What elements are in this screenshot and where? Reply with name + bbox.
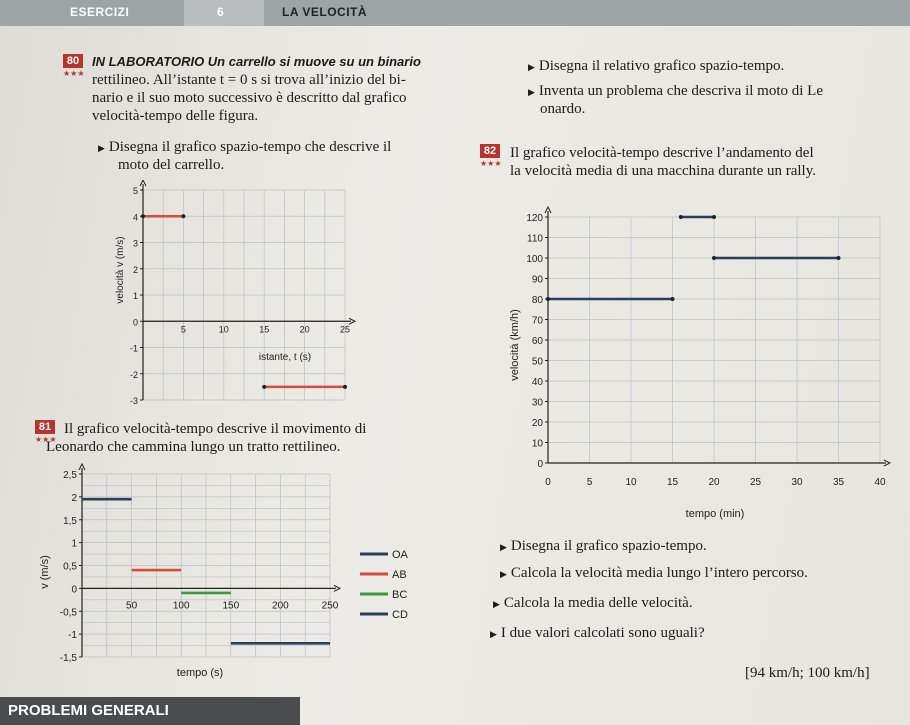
y-tick-label: 3 <box>132 238 138 249</box>
x-tick-label: 10 <box>625 477 637 488</box>
y-tick-label: 30 <box>531 397 543 409</box>
footer-bar <box>0 697 300 725</box>
chart-velocity-time-81 <box>30 462 450 692</box>
x-tick-label: 200 <box>272 600 289 612</box>
segment-start-point <box>546 297 550 301</box>
x-tick-label: 5 <box>180 324 186 335</box>
y-tick-label: 100 <box>526 254 543 265</box>
y-tick-label: 4 <box>132 212 138 223</box>
chart-velocity-time-80 <box>95 180 370 410</box>
ex80-task-2: moto del carrello. <box>118 157 225 173</box>
x-tick-label: 10 <box>218 324 229 335</box>
arrow-icon: ▶ <box>490 630 497 640</box>
x-tick-label: 15 <box>666 477 679 488</box>
arrow-icon: ▶ <box>500 570 507 580</box>
x-tick-label: 15 <box>259 324 270 335</box>
x-tick-label: 25 <box>339 324 351 335</box>
ex80-task-1: ▶ Disegna il grafico spazio-tempo che descrive il <box>98 139 392 155</box>
legend-label-bc: BC <box>392 589 408 601</box>
exercise-number-81: 81 <box>35 420 55 434</box>
segment-end-point <box>671 297 675 301</box>
ex81-task-1: ▶ Disegna il relativo grafico spazio-tempo. <box>528 58 785 74</box>
ex82-line-2: la velocità media di una macchina durante un rally. <box>510 163 816 179</box>
segment-start-point <box>141 214 145 218</box>
y-tick-label: 60 <box>531 336 543 347</box>
ex82-answer: [94 km/h; 100 km/h] <box>745 665 870 681</box>
y-tick-label: 40 <box>531 377 543 388</box>
y-tick-label: 20 <box>531 418 543 429</box>
y-tick-label: 1 <box>132 291 138 301</box>
legend-label-ab: AB <box>392 569 407 581</box>
y-tick-label: 2 <box>71 492 77 504</box>
y-tick-label: 90 <box>531 274 543 286</box>
segment-end-point <box>181 214 185 218</box>
x-axis-label: tempo (s) <box>176 667 224 679</box>
difficulty-stars-81: ★★★ <box>35 435 57 444</box>
y-axis-label: velocità v (m/s) <box>115 236 126 304</box>
x-tick-label: 0 <box>545 477 551 488</box>
ex81-line-1: Il grafico velocità-tempo descrive il movimento di <box>64 421 367 437</box>
arrow-icon: ▶ <box>500 543 507 553</box>
x-axis-label: tempo (min) <box>685 508 745 520</box>
y-tick-label: 120 <box>526 213 543 224</box>
y-tick-label: -1,5 <box>59 653 77 664</box>
chart-velocity-time-82 <box>500 195 900 525</box>
y-tick-label: -0,5 <box>59 607 77 619</box>
y-tick-label: 80 <box>531 295 543 306</box>
y-tick-label: 110 <box>527 233 543 245</box>
difficulty-stars-82: ★★★ <box>480 159 502 168</box>
x-tick-label: 150 <box>222 600 240 612</box>
x-tick-label: 250 <box>321 600 339 612</box>
segment-end-point <box>837 256 841 260</box>
y-tick-label: 0 <box>537 459 543 470</box>
x-tick-label: 40 <box>874 477 886 488</box>
y-tick-label: 0,5 <box>63 561 77 573</box>
arrow-icon: ▶ <box>528 63 535 73</box>
segment-start-point <box>679 215 683 219</box>
header-bar <box>0 0 910 26</box>
segment-end-point <box>712 215 716 219</box>
y-tick-label: 2,5 <box>63 470 77 481</box>
x-tick-label: 35 <box>832 477 845 488</box>
x-tick-label: 50 <box>126 600 138 612</box>
x-tick-label: 30 <box>791 477 803 488</box>
y-tick-label: -3 <box>129 396 138 406</box>
y-axis-label: v (m/s) <box>39 555 51 589</box>
arrow-icon: ▶ <box>493 600 500 610</box>
y-tick-label: 70 <box>531 315 543 327</box>
page-number: 6 <box>217 5 225 19</box>
ex80-line-4: velocità-tempo delle figura. <box>92 108 259 124</box>
legend-label-oa: OA <box>392 549 408 561</box>
difficulty-stars-80: ★★★ <box>63 69 85 78</box>
arrow-icon: ▶ <box>98 144 105 154</box>
segment-start-point <box>262 385 266 389</box>
y-tick-label: 1 <box>71 538 77 550</box>
ex81-task-2: ▶ Inventa un problema che descriva il moto di Le <box>528 83 823 99</box>
ex82-task-2: ▶ Calcola la velocità media lungo l’intero percorso. <box>500 565 808 581</box>
legend-label-cd: CD <box>392 609 408 621</box>
x-tick-label: 25 <box>749 477 762 488</box>
segment-start-point <box>712 256 716 260</box>
y-tick-label: -1 <box>129 343 138 354</box>
ex81-line-2: Leonardo che cammina lungo un tratto rettilineo. <box>46 439 341 455</box>
y-tick-label: 5 <box>132 186 138 196</box>
x-axis-label: istante, t (s) <box>258 352 312 363</box>
x-tick-label: 20 <box>708 477 720 488</box>
section-label: ESERCIZI <box>70 5 130 19</box>
ex82-task-1: ▶ Disegna il grafico spazio-tempo. <box>500 538 707 554</box>
y-tick-label: 10 <box>531 438 543 450</box>
x-tick-label: 100 <box>172 600 190 612</box>
y-tick-label: -2 <box>129 369 138 380</box>
y-tick-label: 0 <box>71 584 77 596</box>
arrow-icon: ▶ <box>528 88 535 98</box>
y-axis-label: velocità (km/h) <box>509 309 521 381</box>
exercise-number-80: 80 <box>63 54 83 68</box>
ex80-line-1: IN LABORATORIO Un carrello si muove su un binario <box>92 54 421 69</box>
ex82-task-3: ▶ Calcola la media delle velocità. <box>493 595 693 611</box>
y-tick-label: 50 <box>531 356 543 368</box>
y-tick-label: 0 <box>132 317 138 328</box>
ex80-line-2: rettilineo. All’istante t = 0 s si trova all’inizio del bi- <box>92 72 406 88</box>
chapter-title: LA VELOCITÀ <box>282 5 368 19</box>
ex82-task-4: ▶ I due valori calcolati sono uguali? <box>490 625 705 641</box>
footer-section-title: PROBLEMI GENERALI <box>8 702 169 719</box>
y-tick-label: 1,5 <box>63 515 77 527</box>
segment-end-point <box>343 385 347 389</box>
ex82-line-1: Il grafico velocità-tempo descrive l’andamento del <box>510 145 814 161</box>
exercise-number-82: 82 <box>480 144 500 158</box>
ex81-task-2-cont: onardo. <box>540 101 586 117</box>
x-tick-label: 20 <box>299 324 310 335</box>
ex80-line-3: nario e il suo moto successivo è descritto dal grafico <box>92 90 407 106</box>
x-tick-label: 5 <box>586 477 593 488</box>
y-tick-label: -1 <box>68 630 77 642</box>
y-tick-label: 2 <box>132 264 138 275</box>
